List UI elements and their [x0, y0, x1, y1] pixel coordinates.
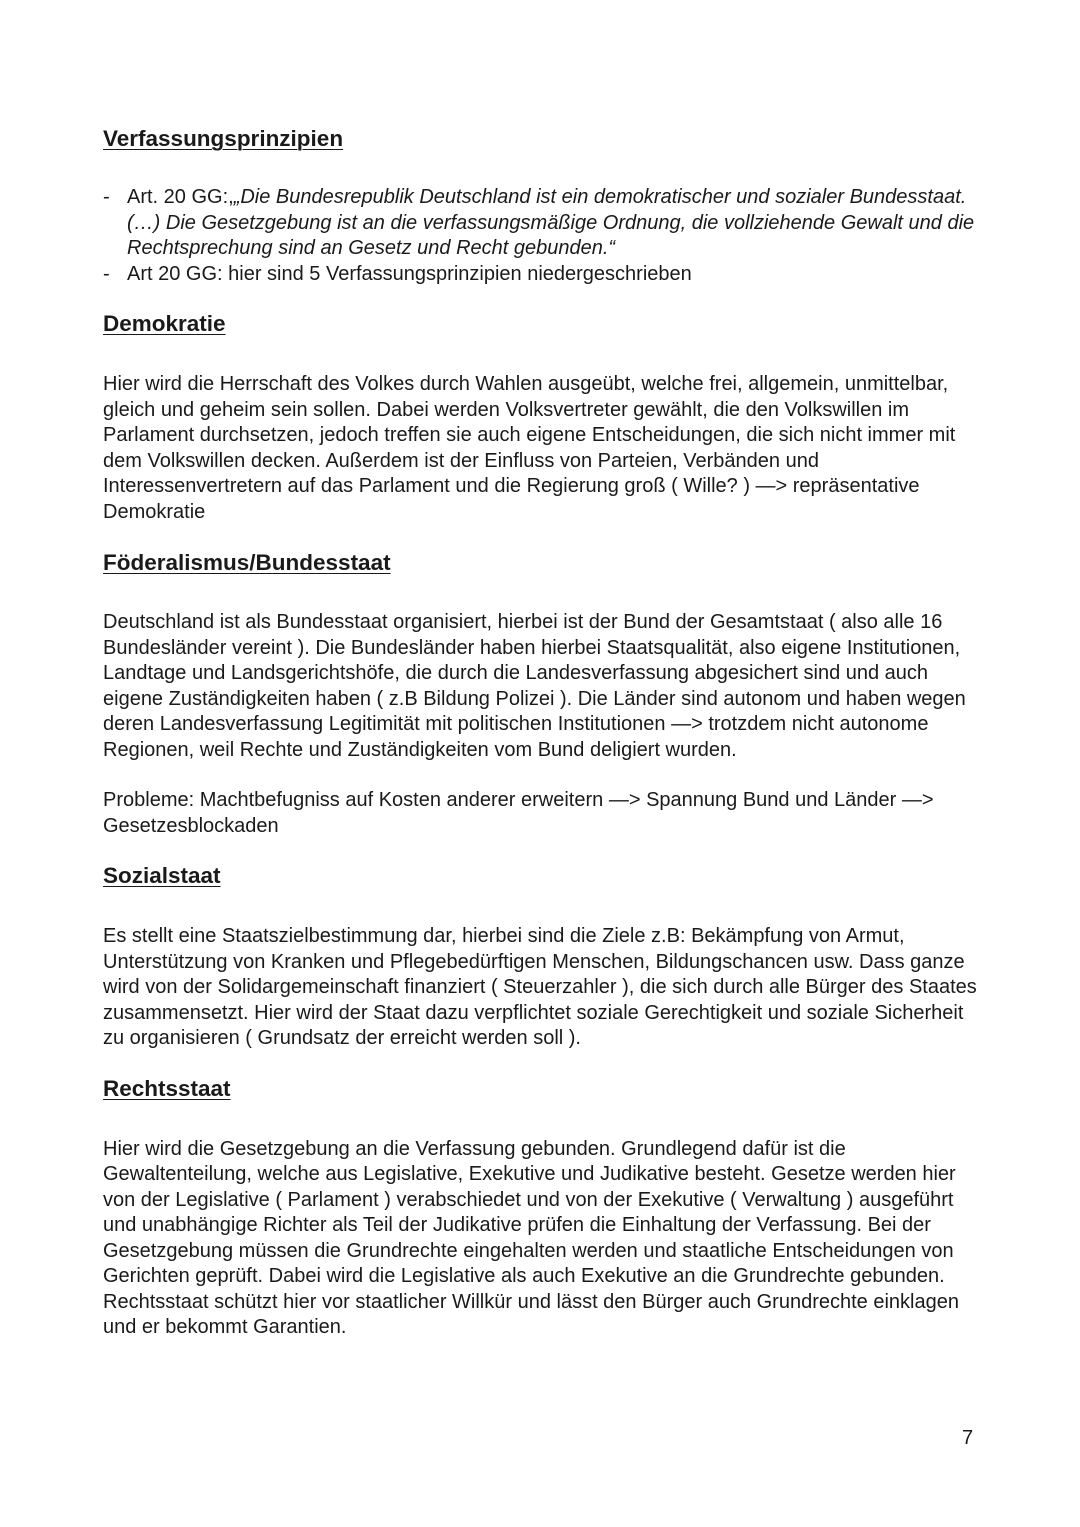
section-body-rechtsstaat: Hier wird die Gesetzgebung an die Verfassung gebunden. Grundlegend dafür ist die Gewaltenteilung, welche aus Legislative, Exekutive und Judikative besteht. Gesetze werden hier von der Legislative ( Parlament ) verabschiedet und von der Exekutive ( Verwaltung ) ausgeführt und unabhängige Richter als Teil der Judikative prüfen die Einhaltung der Verfassung. Bei der Gesetzgebung müssen die Grundrechte eingehalten werden und staatliche Entscheidungen von Gerichten geprüft. Dabei wird die Legislative als auch Exekutive an die Grundrechte gebunden. Rechtsstaat schützt hier vor staatlicher Willkür und lässt den Bürger auch Grundrechte einklagen und er bekommt Garantien.: [103, 1137, 959, 1338]
section-heading-foederalismus: Föderalismus/Bundesstaat: [103, 550, 391, 575]
article-reference: Art. 20 GG:,: [127, 186, 234, 208]
document-page: [103, 124, 1003, 1341]
article-bullet-list: [103, 185, 1003, 287]
section-heading-verfassungsprinzipien: Verfassungsprinzipien: [103, 126, 344, 151]
section-heading-demokratie: Demokratie: [103, 311, 226, 336]
section-heading-rechtsstaat: Rechtsstaat: [103, 1075, 231, 1101]
bullet-item-article-quote: [103, 185, 1003, 262]
section-body-demokratie: Hier wird die Herrschaft des Volkes durch Wahlen ausgeübt, welche frei, allgemein, unmittelbar, gleich und geheim sein sollen. Dabei werden Volksvertreter gewählt, die den Volkswillen im Parlament durchsetzen, jedoch treffen sie auch eigene Entscheidungen, die sich nicht immer mit dem Volkswillen decken. Außerdem ist der Einfluss von Parteien, Verbänden und Interessenvertretern auf das Parlament und die Regierung groß ( Wille? ) —> repräsentative Demokratie: [103, 373, 956, 523]
article-quote: „Die Bundesrepublik Deutschland ist ein demokratischer und sozialer Bundesstaat. (…) Die Gesetzgebung ist an die verfassungsmäßige Ordnung, die vollziehende Gewalt und die Rechtsprechung sind an Gesetz und Recht gebunden.“: [127, 186, 975, 259]
section-body-sozialstaat: Es stellt eine Staatszielbestimmung dar, hierbei sind die Ziele z.B: Bekämpfung von Armut, Unterstützung von Kranken und Pflegebedürftigen Menschen, Bildungschancen usw. Dass ganze wird von der Solidargemeinschaft finanziert ( Steuerzahler ), die sich durch alle Bürger des Staates zusammensetzt. Hier wird der Staat dazu verpflichtet soziale Gerechtigkeit und soziale Sicherheit zu organisieren ( Grundsatz der erreicht werden soll ).: [103, 925, 977, 1049]
page-number: 7: [962, 1427, 974, 1449]
bullet-item-article-note: - Art 20 GG: hier sind 5 Verfassungsprinzipien niedergeschrieben: [103, 262, 1003, 288]
section-body-foederalismus: Deutschland ist als Bundesstaat organisiert, hierbei ist der Bund der Gesamtstaat ( also alle 16 Bundesländer vereint ). Die Bundesländer haben hierbei Staatsqualität, also eigene Institutionen, Landtage und Landsgerichtshöfe, die durch die Landesverfassung abgesichert sind und auch eigene Zuständigkeiten haben ( z.B Bildung Polizei ). Die Länder sind autonom und haben wegen deren Landesverfassung Legitimität mit politischen Institutionen —> trotzdem nicht autonome Regionen, weil Rechte und Zuständigkeiten vom Bund deligiert wurden.: [103, 611, 966, 761]
section-heading-sozialstaat: Sozialstaat: [103, 863, 221, 888]
section-problems-foederalismus: Probleme: Machtbefugniss auf Kosten anderer erweitern —> Spannung Bund und Länder —> Gesetzesblockaden: [103, 789, 934, 837]
